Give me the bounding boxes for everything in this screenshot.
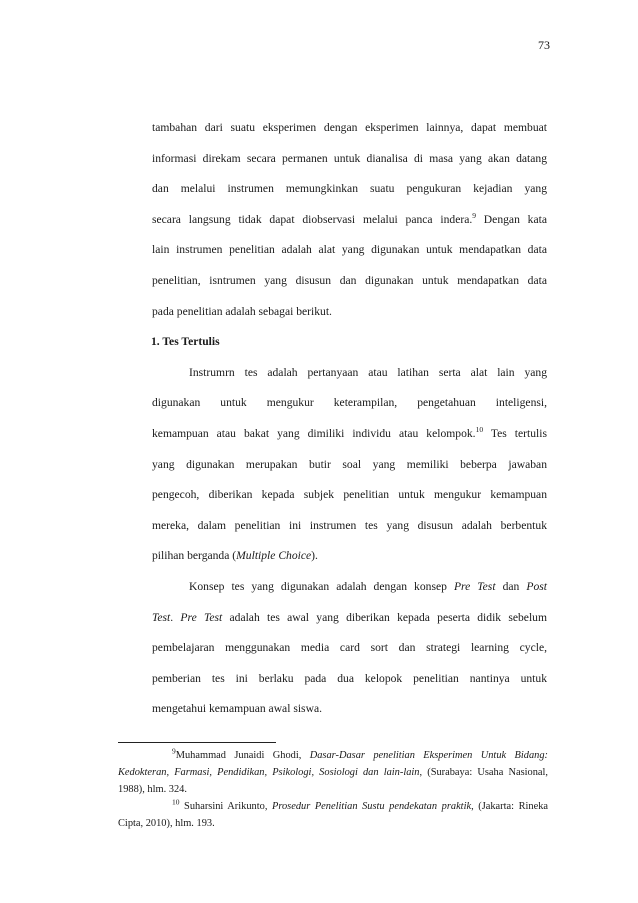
- paragraph-line: secara langsung tidak dapat diobservasi melalui panca indera.$^9$ Dengan kata: [152, 210, 547, 226]
- paragraph-line: pengecoh, diberikan kepada subjek penelitian untuk mengukur kemampuan: [152, 488, 547, 502]
- paragraph-line: dan melalui instrumen memungkinkan suatu pengukuran kejadian yang: [152, 182, 547, 196]
- paragraph-line: pilihan berganda (Multiple Choice).: [152, 549, 318, 563]
- paragraph-line: informasi direkam secara permanen untuk dianalisa di masa yang akan datang: [152, 151, 547, 165]
- footnote-9: $^9$Muhammad Junaidi Ghodi, Dasar-Dasar penelitian Eksperimen Untuk Bidang:: [172, 746, 548, 761]
- footnote-10-cont: Cipta, 2010), hlm. 193.: [118, 818, 215, 829]
- paragraph-line: tambahan dari suatu eksperimen dengan eksperimen lainnya, dapat membuat: [152, 121, 547, 134]
- paragraph-line: digunakan untuk mengukur keterampilan, pengetahuan inteligensi,: [152, 396, 547, 410]
- paragraph-line: kemampuan atau bakat yang dimiliki individu atau kelompok.$^{10}$ Tes tertulis: [152, 425, 547, 440]
- footnotes: [118, 748, 548, 833]
- footnote-ref-10[interactable]: 10: [475, 425, 484, 435]
- paragraph-line: mereka, dalam penelitian ini instrumen tes yang disusun adalah berbentuk: [152, 518, 547, 532]
- paragraph-line: Konsep tes yang digunakan adalah dengan konsep Pre Test dan Post: [189, 579, 547, 593]
- page-number: 73: [538, 38, 550, 52]
- footnote-ref-9[interactable]: 9: [472, 210, 476, 220]
- paragraph-line: pembelajaran menggunakan media card sort dan strategi learning cycle,: [152, 641, 547, 655]
- paragraph-line: pemberian tes ini berlaku pada dua kelopok penelitian nantinya untuk: [152, 671, 547, 685]
- footnote-9-cont: 1988), hlm. 324.: [118, 784, 187, 795]
- section-heading: 1. Tes Tertulis: [151, 335, 220, 349]
- footnote-divider: [118, 742, 276, 743]
- paragraph-line: yang digunakan merupakan butir soal yang memiliki beberpa jawaban: [152, 457, 547, 471]
- footnote-9-cont: Kedokteran, Farmasi, Pendidikan, Psikologi, Sosiologi dan lain-lain, (Surabaya: Usaha Nasional,: [118, 767, 548, 778]
- paragraph-line: lain instrumen penelitian adalah alat yang digunakan untuk mendapatkan data: [152, 243, 547, 257]
- paragraph-line: pada penelitian adalah sebagai berikut.: [152, 304, 332, 318]
- paragraph-line: penelitian, isntrumen yang disusun dan digunakan untuk mendapatkan data: [152, 273, 547, 287]
- body-text: [145, 120, 547, 732]
- paragraph-line: Instrumrn tes adalah pertanyaan atau latihan serta alat lain yang: [189, 365, 547, 379]
- footnote-10: $^{10}$ Suharsini Arikunto, Prosedur Penelitian Sustu pendekatan praktik, (Jakarta: Rineka: [172, 797, 548, 812]
- paragraph-line: Test. Pre Test adalah tes awal yang diberikan kepada peserta didik sebelum: [152, 610, 547, 624]
- paragraph-line: mengetahui kemampuan awal siswa.: [152, 702, 322, 716]
